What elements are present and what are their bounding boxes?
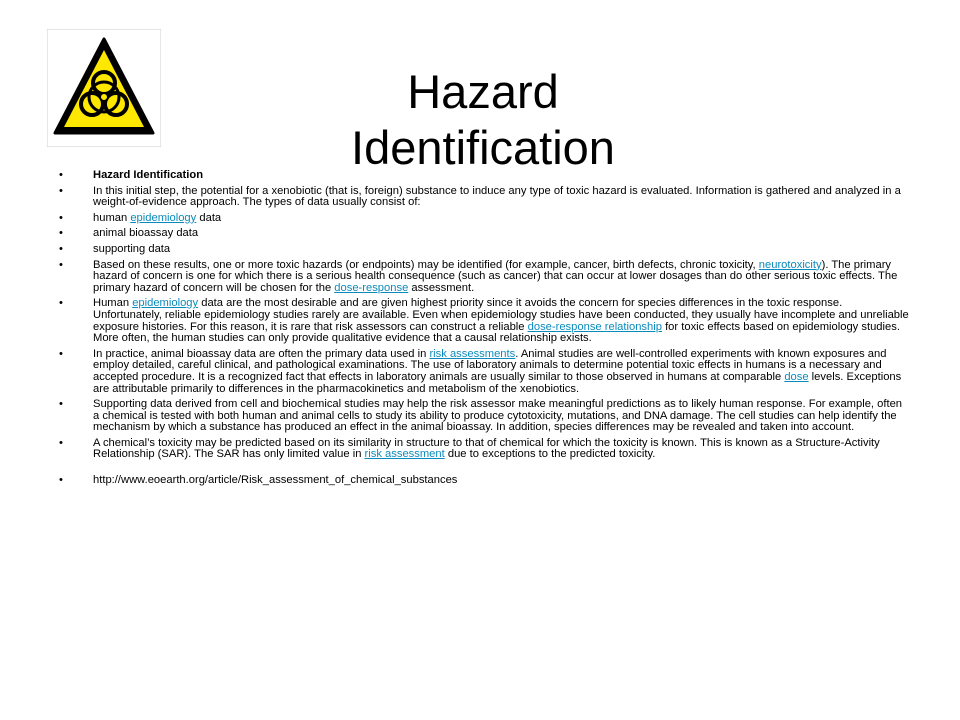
bullet-source-url	[57, 475, 909, 487]
dose-response-relationship-link[interactable]: dose-response relationship	[527, 320, 662, 333]
text: assessment.	[408, 281, 475, 294]
biohazard-logo	[47, 29, 161, 147]
title-line-1: Hazard	[407, 65, 559, 119]
text: ). The primary hazard of concern is one for which there is a serious health consequence (such as cancer) that can occur at lower dosages than do other serious toxic effects. The primary hazard of concern will be chosen for the	[93, 258, 898, 294]
dose-link[interactable]: dose	[784, 370, 809, 383]
text: data	[196, 211, 222, 224]
source-url-text: http://www.eoearth.org/article/Risk_assessment_of_chemical_substances	[93, 474, 458, 487]
text: human	[93, 211, 131, 224]
bullet-cell-studies	[57, 399, 909, 434]
text: levels. Exceptions are attributable primarily to differences in the pharmacokinetics and metabolism of the xenobiotics.	[93, 370, 902, 395]
text: due to exceptions to the predicted toxicity.	[444, 448, 656, 461]
bullet-human-epidemiology	[57, 213, 909, 225]
epidemiology-link[interactable]: epidemiology	[130, 211, 197, 224]
risk-assessments-link[interactable]: risk assessments	[429, 347, 516, 360]
bullet-sar	[57, 438, 909, 461]
bullet-heading-text: Hazard Identification	[93, 169, 204, 181]
bullet-intro	[57, 186, 909, 209]
text: Human	[93, 297, 133, 310]
text: Based on these results, one or more toxic hazards (or endpoints) may be identified (for example, cancer, birth defects, chronic toxicity,	[93, 258, 759, 271]
text: In practice, animal bioassay data are often the primary data used in	[93, 347, 430, 360]
text: . Animal studies are well-controlled experiments with known exposures and employ detailed, careful clinical, and pathological examinations. The use of laboratory animals to determine potential toxic effects in humans is a necessary and accepted procedure. It is a recognized fact that effects in laboratory animals are usually similar to those observed in humans at comparable	[93, 347, 887, 383]
bullet-heading	[57, 170, 909, 182]
bullet-human-data	[57, 298, 909, 344]
bullet-intro-text: In this initial step, the potential for a xenobiotic (that is, foreign) substance to induce any type of toxic hazard is evaluated. Information is gathered and analyzed in a weight-of-evidence approach. The types of data usually consist of:	[93, 184, 901, 209]
text: A chemical’s toxicity may be predicted based on its similarity in structure to that of chemical for which the toxicity is known. This is known as a Structure-Activity Relationship (SAR). The SAR has only limited value in	[93, 436, 880, 461]
text: animal bioassay data	[93, 227, 199, 240]
epidemiology-link[interactable]: epidemiology	[132, 297, 199, 310]
text: Supporting data derived from cell and biochemical studies may help the risk assessor make meaningful predictions as to likely human response. For example, often a chemical is tested with both human and animal cells to study its ability to produce cytotoxicity, mutations, and DNA damage. The cell studies can help identify the mechanism by which a substance has produced an effect in the animal bioassay. In addition, species differences may be revealed and taken into account.	[93, 398, 903, 434]
biohazard-warning-sign-icon	[47, 29, 161, 147]
slide-title	[160, 64, 806, 176]
bullet-animal-data	[57, 349, 909, 395]
text: data are the most desirable and are given highest priority since it avoids the concern for species differences in the toxic response. Unfortunately, reliable epidemiology studies rarely are available. Even when epidemiology studies have been conducted, they usually have incomplete and unreliable exposure histories. For this reason, it is rare that risk assessors can construct a reliable	[93, 297, 909, 333]
title-line-2: Identification	[351, 121, 615, 175]
risk-assessment-link[interactable]: risk assessment	[364, 448, 445, 461]
text: for toxic effects based on epidemiology studies. More often, the human studies can only provide qualitative evidence that a causal relationship exists.	[93, 320, 900, 345]
text: supporting data	[93, 242, 171, 255]
neurotoxicity-link[interactable]: neurotoxicity	[758, 258, 822, 271]
bullet-supporting-data	[57, 244, 909, 256]
bullet-results	[57, 260, 909, 295]
bullet-list	[57, 170, 909, 491]
dose-response-link[interactable]: dose-response	[334, 281, 409, 294]
bullet-animal-bioassay	[57, 228, 909, 240]
